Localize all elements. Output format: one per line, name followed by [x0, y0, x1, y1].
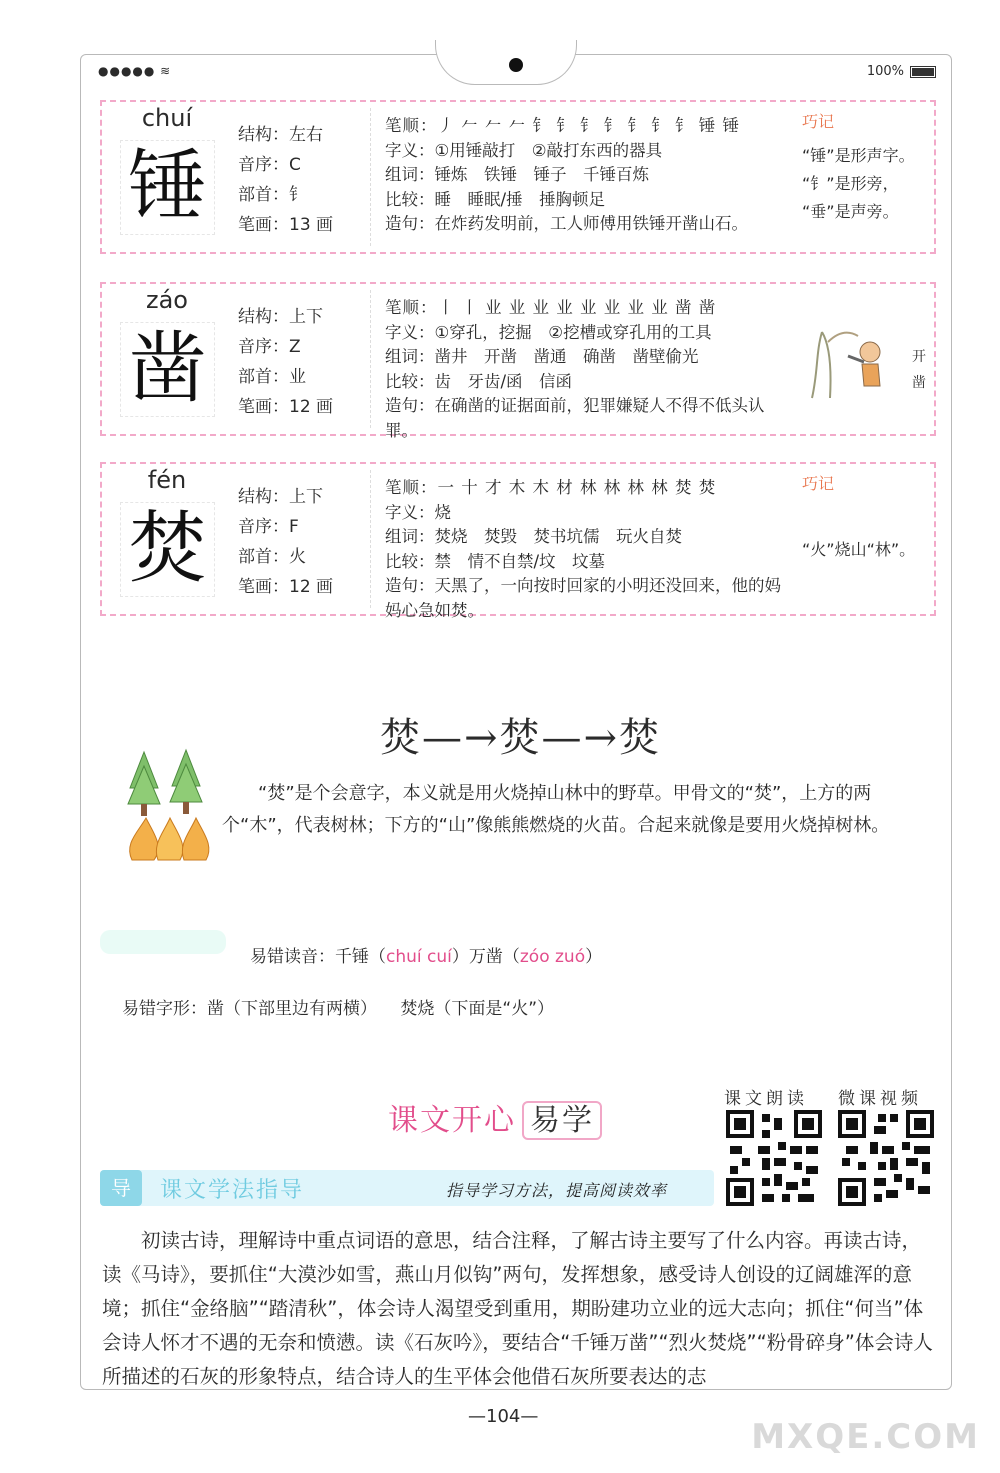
tip-tag: 巧记 — [802, 112, 835, 131]
character-evolution-text: “焚”是个会意字，本义就是用火烧掉山林中的野草。甲骨文的“焚”，上方的两个“木”，代表树林；下方的“山”像熊熊燃烧的火苗。合起来就像是要用火烧掉树林。 — [222, 783, 890, 836]
guide-subtitle: 指导学习方法，提高阅读效率 — [446, 1181, 668, 1200]
error-shape-b: 焚烧（下面是“火”） — [400, 999, 555, 1019]
meaning: 字义：①穿孔，挖掘 ②挖槽或穿孔用的工具 — [385, 322, 712, 342]
stroke-order: 笔顺：丨 丨 业 业 业 业 业 业 业 业 凿 凿 — [385, 298, 717, 317]
error-reading-b-options: zóo zuó — [519, 947, 586, 967]
char-card-zao — [100, 282, 936, 440]
tip-line: “钅”是形旁， — [802, 174, 899, 193]
tip-tag: 巧记 — [802, 474, 835, 493]
qr-code-video[interactable] — [838, 1110, 934, 1206]
sentence: 造句：在炸药发明前，工人师傅用铁锤开凿山石。 — [385, 214, 748, 233]
divider — [370, 290, 371, 428]
illustration-box — [802, 290, 930, 411]
stroke-order: 笔顺：一 十 才 木 木 材 林 林 林 林 焚 焚 — [385, 478, 717, 497]
char-meta — [238, 302, 333, 422]
battery-level: 100% — [866, 64, 904, 79]
battery-icon — [910, 66, 936, 78]
error-shape — [122, 994, 554, 1019]
char-detail — [385, 296, 785, 443]
error-reading-a-options: chuí cuí — [386, 947, 452, 967]
tip-line: “火”烧山“林”。 — [802, 540, 916, 559]
qr-code-reading[interactable] — [726, 1110, 822, 1206]
illustration-caption: 开凿 — [912, 349, 926, 391]
tip-line: “垂”是声旁。 — [802, 202, 899, 221]
compare: 比较：禁 情不自禁/坟 坟墓 — [385, 551, 606, 571]
error-reading-label: 易错读音： — [250, 947, 335, 967]
char-detail — [385, 476, 785, 623]
stroke-count: 笔画：12 画 — [238, 577, 334, 597]
index-letter: 音序：F — [238, 517, 299, 537]
memory-tip — [802, 108, 930, 226]
burning-forest-illustration — [124, 748, 218, 866]
tablet-notch — [435, 40, 577, 85]
section-title — [388, 1095, 602, 1139]
big-character: 凿 — [128, 324, 207, 414]
section-title-b: 易学 — [522, 1101, 602, 1140]
pinyin: chuí — [141, 104, 193, 132]
section-title-a: 课文开心 — [388, 1103, 516, 1138]
guide-icon: 导 — [100, 1170, 142, 1206]
error-shape-a: 凿（下部里边有两横） — [207, 999, 377, 1019]
meaning: 字义：①用锤敲打 ②敲打东西的器具 — [385, 140, 663, 160]
divider — [370, 470, 371, 608]
memory-tip — [802, 470, 930, 564]
stroke-count: 笔画：12 画 — [238, 397, 334, 417]
divider — [370, 108, 371, 246]
radical: 部首：火 — [238, 547, 306, 567]
error-reading — [250, 942, 602, 967]
words: 组词：焚烧 焚毁 焚书坑儒 玩火自焚 — [385, 527, 682, 546]
pinyin: záo — [146, 286, 188, 314]
sentence: 造句：天黑了，一向按时回家的小明还没回来，他的妈妈心急如焚。 — [385, 576, 781, 620]
structure: 结构：上下 — [238, 487, 323, 507]
radical: 部首：业 — [238, 367, 306, 387]
qr-label-reading: 课文朗读 — [724, 1089, 808, 1109]
guide-body-text: 初读古诗，理解诗中重点词语的意思，结合注释，了解古诗主要写了什么内容。再读古诗，读《马诗》，要抓住“大漠沙如雪，燕山月似钩”两句，发挥想象，感受诗人创设的辽阔雄浑的意境；抓住“金络脑”“踏清秋”，体会诗人渴望受到重用，期盼建功立业的远大志向；抓住“何当”体会诗人怀才不遇的无奈和愤懑。读《石灰吟》，要结合“千锤万凿”“烈火焚烧”“粉骨碎身”体会诗人所描述的石灰的形象特点，结合诗人的生平体会他借石灰所要表达的志 — [102, 1229, 933, 1388]
camera-icon — [509, 58, 523, 72]
chisel-illustration — [808, 312, 904, 402]
char-detail — [385, 114, 785, 237]
tip-badge — [100, 930, 226, 954]
compare: 比较：齿 牙齿/函 信函 — [385, 371, 573, 391]
compare: 比较：睡 睡眠/捶 捶胸顿足 — [385, 189, 606, 209]
error-reading-end: ） — [585, 947, 603, 967]
pinyin: fén — [147, 466, 187, 494]
battery-status — [867, 64, 936, 79]
character-evolution-title: 焚—→焚—→焚 — [380, 715, 662, 761]
big-character: 焚 — [128, 504, 207, 594]
qr-label-video: 微课视频 — [838, 1089, 922, 1109]
index-letter: 音序：C — [238, 155, 301, 175]
page-number: —104— — [468, 1406, 539, 1427]
stroke-order: 笔顺：丿 𠂉 𠂉 𠂉 钅 钅 钅 钅 钅 钅 钅 锤 锤 — [385, 116, 740, 135]
signal-status: ●●●●● ≋ — [98, 64, 172, 78]
char-card-chui — [100, 100, 936, 254]
char-card-fen — [100, 462, 936, 620]
tip-line: “锤”是形声字。 — [802, 146, 915, 165]
sentence: 造句：在确凿的证据面前，犯罪嫌疑人不得不低头认罪。 — [385, 396, 765, 440]
guide-title: 课文学法指导 — [160, 1178, 305, 1203]
structure: 结构：左右 — [238, 125, 323, 145]
radical: 部首：钅 — [238, 185, 306, 205]
index-letter: 音序：Z — [238, 337, 301, 357]
char-meta — [238, 482, 333, 602]
big-character: 锤 — [128, 142, 207, 232]
meaning: 字义：烧 — [385, 502, 451, 522]
error-shape-label: 易错字形： — [122, 999, 207, 1019]
stroke-count: 笔画：13 画 — [238, 215, 334, 235]
error-reading-b: ）万凿（ — [451, 947, 520, 967]
structure: 结构：上下 — [238, 307, 323, 327]
words: 组词：凿井 开凿 凿通 确凿 凿壁偷光 — [385, 347, 699, 366]
words: 组词：锤炼 铁锤 锤子 千锤百炼 — [385, 165, 649, 184]
error-reading-a: 千锤（ — [335, 947, 386, 967]
char-meta — [238, 120, 333, 240]
watermark: MXQE.COM — [751, 1417, 980, 1457]
